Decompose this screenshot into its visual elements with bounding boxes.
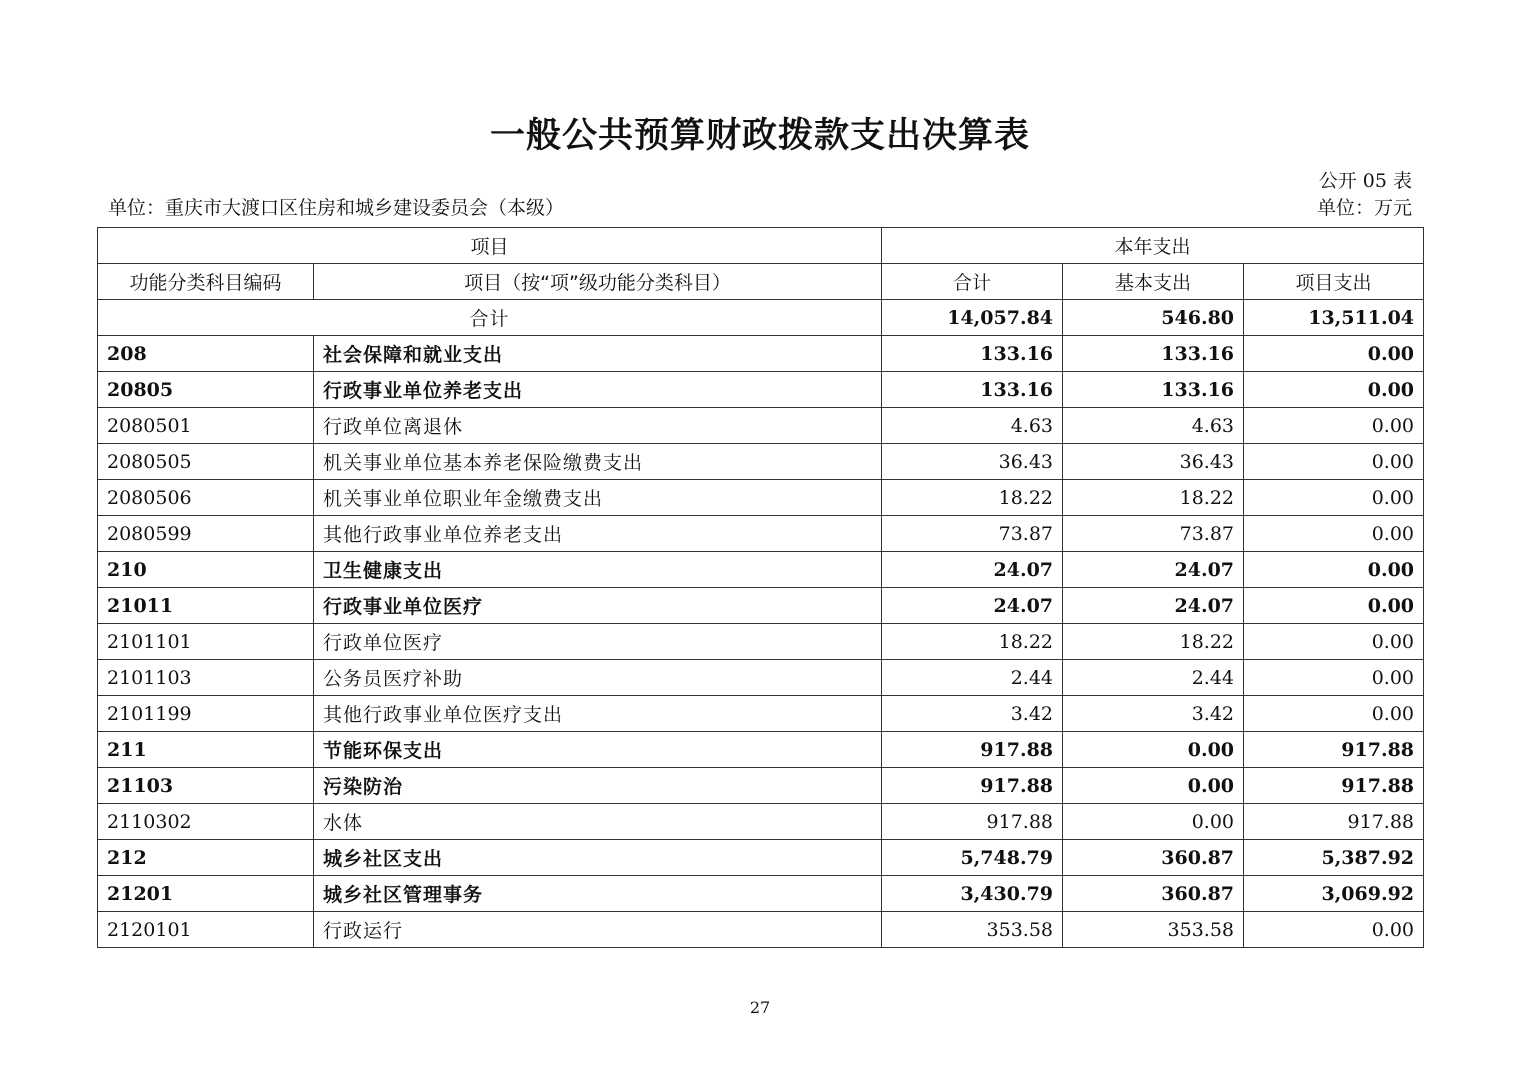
table-row — [98, 372, 1424, 408]
cell-code: 2101199 — [98, 696, 314, 732]
cell-project: 0.00 — [1244, 480, 1424, 516]
header-item-by-category: 项目（按“项”级功能分类科目） — [314, 264, 882, 300]
cell-basic: 133.16 — [1063, 372, 1244, 408]
cell-name: 其他行政事业单位医疗支出 — [314, 696, 882, 732]
total-row-basic: 546.80 — [1063, 300, 1244, 336]
cell-project: 3,069.92 — [1244, 876, 1424, 912]
cell-total: 353.58 — [882, 912, 1063, 948]
cell-basic: 73.87 — [1063, 516, 1244, 552]
cell-basic: 360.87 — [1063, 876, 1244, 912]
cell-name: 行政事业单位医疗 — [314, 588, 882, 624]
cell-basic: 3.42 — [1063, 696, 1244, 732]
cell-basic: 24.07 — [1063, 552, 1244, 588]
cell-basic: 24.07 — [1063, 588, 1244, 624]
table-row — [98, 552, 1424, 588]
cell-total: 3,430.79 — [882, 876, 1063, 912]
cell-project: 0.00 — [1244, 516, 1424, 552]
cell-basic: 353.58 — [1063, 912, 1244, 948]
cell-project: 0.00 — [1244, 552, 1424, 588]
total-row-label: 合计 — [98, 300, 882, 336]
cell-basic: 18.22 — [1063, 480, 1244, 516]
cell-code: 211 — [98, 732, 314, 768]
total-row-total: 14,057.84 — [882, 300, 1063, 336]
table-row — [98, 696, 1424, 732]
budget-table — [97, 227, 1424, 948]
cell-code: 208 — [98, 336, 314, 372]
cell-project: 0.00 — [1244, 336, 1424, 372]
table-row — [98, 804, 1424, 840]
cell-code: 2120101 — [98, 912, 314, 948]
cell-project: 0.00 — [1244, 588, 1424, 624]
cell-name: 城乡社区支出 — [314, 840, 882, 876]
cell-basic: 18.22 — [1063, 624, 1244, 660]
cell-total: 133.16 — [882, 336, 1063, 372]
cell-code: 2080505 — [98, 444, 314, 480]
table-row — [98, 768, 1424, 804]
cell-basic: 4.63 — [1063, 408, 1244, 444]
header-basic: 基本支出 — [1063, 264, 1244, 300]
cell-total: 917.88 — [882, 732, 1063, 768]
cell-project: 917.88 — [1244, 732, 1424, 768]
cell-name: 城乡社区管理事务 — [314, 876, 882, 912]
cell-code: 2080506 — [98, 480, 314, 516]
header-item: 项目 — [98, 228, 882, 264]
header-row-1 — [98, 228, 1424, 264]
cell-project: 0.00 — [1244, 624, 1424, 660]
header-project: 项目支出 — [1244, 264, 1424, 300]
table-row — [98, 516, 1424, 552]
page-number: 27 — [749, 998, 771, 1017]
cell-code: 21201 — [98, 876, 314, 912]
cell-code: 21011 — [98, 588, 314, 624]
cell-project: 0.00 — [1244, 408, 1424, 444]
table-row — [98, 408, 1424, 444]
cell-basic: 0.00 — [1063, 732, 1244, 768]
cell-name: 社会保障和就业支出 — [314, 336, 882, 372]
cell-code: 2080501 — [98, 408, 314, 444]
cell-total: 4.63 — [882, 408, 1063, 444]
table-row — [98, 588, 1424, 624]
cell-total: 3.42 — [882, 696, 1063, 732]
unit-organization: 单位：重庆市大渡口区住房和城乡建设委员会（本级） — [108, 197, 565, 219]
cell-total: 73.87 — [882, 516, 1063, 552]
cell-name: 行政单位离退休 — [314, 408, 882, 444]
cell-name: 其他行政事业单位养老支出 — [314, 516, 882, 552]
cell-total: 2.44 — [882, 660, 1063, 696]
form-number: 公开 05 表 — [1318, 170, 1412, 192]
table-row — [98, 480, 1424, 516]
cell-project: 0.00 — [1244, 660, 1424, 696]
cell-name: 行政运行 — [314, 912, 882, 948]
header-code: 功能分类科目编码 — [98, 264, 314, 300]
cell-total: 5,748.79 — [882, 840, 1063, 876]
cell-total: 917.88 — [882, 804, 1063, 840]
cell-basic: 360.87 — [1063, 840, 1244, 876]
cell-name: 节能环保支出 — [314, 732, 882, 768]
table-row — [98, 840, 1424, 876]
cell-name: 水体 — [314, 804, 882, 840]
cell-project: 5,387.92 — [1244, 840, 1424, 876]
cell-project: 917.88 — [1244, 768, 1424, 804]
cell-name: 机关事业单位职业年金缴费支出 — [314, 480, 882, 516]
cell-total: 917.88 — [882, 768, 1063, 804]
cell-total: 133.16 — [882, 372, 1063, 408]
cell-name: 机关事业单位基本养老保险缴费支出 — [314, 444, 882, 480]
cell-code: 21103 — [98, 768, 314, 804]
cell-name: 公务员医疗补助 — [314, 660, 882, 696]
cell-basic: 36.43 — [1063, 444, 1244, 480]
cell-code: 2101101 — [98, 624, 314, 660]
cell-project: 0.00 — [1244, 372, 1424, 408]
cell-name: 卫生健康支出 — [314, 552, 882, 588]
table-row — [98, 444, 1424, 480]
table-row — [98, 876, 1424, 912]
cell-project: 0.00 — [1244, 696, 1424, 732]
header-total: 合计 — [882, 264, 1063, 300]
cell-total: 18.22 — [882, 624, 1063, 660]
table-row — [98, 912, 1424, 948]
page-title: 一般公共预算财政拨款支出决算表 — [489, 116, 1030, 156]
cell-project: 0.00 — [1244, 444, 1424, 480]
cell-code: 210 — [98, 552, 314, 588]
cell-code: 20805 — [98, 372, 314, 408]
cell-code: 2080599 — [98, 516, 314, 552]
cell-name: 行政单位医疗 — [314, 624, 882, 660]
cell-name: 污染防治 — [314, 768, 882, 804]
unit-currency: 单位：万元 — [1316, 197, 1412, 219]
table-row — [98, 732, 1424, 768]
cell-project: 0.00 — [1244, 912, 1424, 948]
cell-total: 24.07 — [882, 588, 1063, 624]
cell-total: 24.07 — [882, 552, 1063, 588]
cell-code: 2110302 — [98, 804, 314, 840]
cell-total: 18.22 — [882, 480, 1063, 516]
total-row — [98, 300, 1424, 336]
table-row — [98, 660, 1424, 696]
cell-basic: 0.00 — [1063, 768, 1244, 804]
table-row — [98, 336, 1424, 372]
total-row-project: 13,511.04 — [1244, 300, 1424, 336]
cell-code: 2101103 — [98, 660, 314, 696]
cell-code: 212 — [98, 840, 314, 876]
cell-project: 917.88 — [1244, 804, 1424, 840]
table-row — [98, 624, 1424, 660]
cell-name: 行政事业单位养老支出 — [314, 372, 882, 408]
header-current-year: 本年支出 — [882, 228, 1424, 264]
cell-basic: 2.44 — [1063, 660, 1244, 696]
cell-basic: 0.00 — [1063, 804, 1244, 840]
cell-total: 36.43 — [882, 444, 1063, 480]
cell-basic: 133.16 — [1063, 336, 1244, 372]
header-row-2 — [98, 264, 1424, 300]
